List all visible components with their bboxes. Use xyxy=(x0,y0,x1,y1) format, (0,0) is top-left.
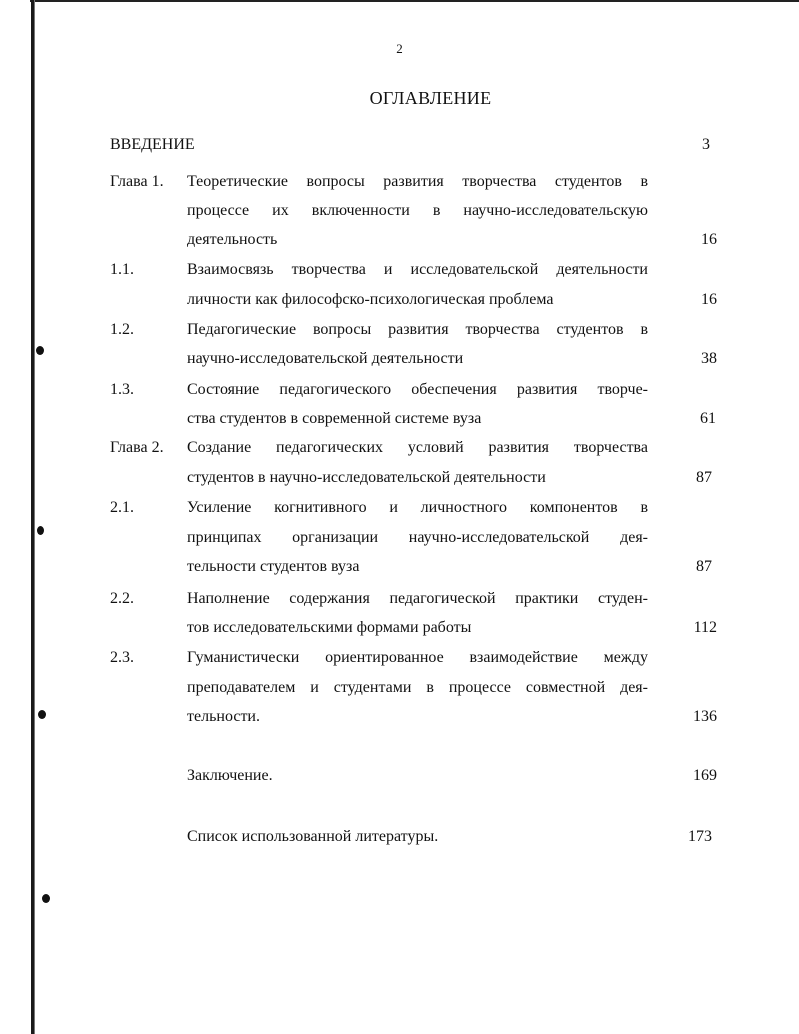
toc-section-2-3-line3: тельности. xyxy=(187,708,260,725)
toc-section-number: 1.2. xyxy=(110,321,134,338)
toc-bibliography-label: Список использованной литературы. xyxy=(187,828,439,845)
binding-hole-mark xyxy=(42,894,50,903)
toc-section-1-2-page: 38 xyxy=(701,350,717,367)
toc-chapter1-page: 16 xyxy=(701,231,717,248)
toc-section-2-1-line3: тельности студентов вуза xyxy=(187,558,360,575)
page-number: 2 xyxy=(396,41,403,56)
toc-section-1-3-page: 61 xyxy=(700,410,716,427)
toc-chapter1-title-line2: процессе их включенности в научно-исследовательскую xyxy=(187,202,648,219)
toc-section-1-1-line1: Взаимосвязь творчества и исследовательской деятельности xyxy=(187,261,648,278)
toc-chapter2-title-line2: студентов в научно-исследовательской деятельности xyxy=(187,469,546,486)
toc-intro-label: ВВЕДЕНИЕ xyxy=(110,136,195,153)
toc-section-1-1-page: 16 xyxy=(701,291,717,308)
toc-section-2-3-line2: преподавателем и студентами в процессе совместной дея- xyxy=(187,679,648,696)
toc-chapter2-page: 87 xyxy=(696,469,712,486)
toc-section-2-1-page: 87 xyxy=(696,558,712,575)
toc-section-1-2-line1: Педагогические вопросы развития творчества студентов в xyxy=(187,321,648,338)
toc-section-2-3-page: 136 xyxy=(693,708,717,725)
binding-hole-mark xyxy=(36,346,44,355)
toc-section-number: 2.1. xyxy=(110,499,134,516)
toc-section-1-3-line2: ства студентов в современной системе вуза xyxy=(187,410,482,427)
toc-section-1-3-line1: Состояние педагогического обеспечения развития творче- xyxy=(187,381,648,398)
toc-chapter2-title-line1: Создание педагогических условий развития творчества xyxy=(187,439,648,456)
scan-edge-top xyxy=(30,0,799,2)
toc-section-number: 2.2. xyxy=(110,590,134,607)
binding-hole-mark xyxy=(38,710,46,719)
toc-chapter1-title-line1: Теоретические вопросы развития творчества студентов в xyxy=(187,173,648,190)
binding-hole-mark xyxy=(37,526,44,535)
toc-chapter1-title-line3: деятельность xyxy=(187,231,278,248)
page-title: ОГЛАВЛЕНИЕ xyxy=(369,88,492,108)
toc-chapter2-label: Глава 2. xyxy=(110,439,164,456)
toc-conclusion-page: 169 xyxy=(693,767,717,784)
scan-edge-left-shadow xyxy=(34,0,35,1034)
toc-intro-page: 3 xyxy=(702,136,710,153)
toc-section-2-2-line2: тов исследовательскими формами работы xyxy=(187,619,472,636)
toc-conclusion-label: Заключение. xyxy=(187,767,273,784)
toc-section-number: 1.3. xyxy=(110,381,134,398)
toc-bibliography-page: 173 xyxy=(688,828,712,845)
toc-section-number: 2.3. xyxy=(110,649,134,666)
toc-chapter1-label: Глава 1. xyxy=(110,173,164,190)
toc-section-2-2-page: 112 xyxy=(693,619,717,636)
toc-section-1-1-line2: личности как философско-психологическая проблема xyxy=(187,291,554,308)
toc-section-number: 1.1. xyxy=(110,261,134,278)
toc-section-1-2-line2: научно-исследовательской деятельности xyxy=(187,350,464,367)
toc-section-2-1-line1: Усиление когнитивного и личностного компонентов в xyxy=(187,499,648,516)
toc-section-2-3-line1: Гуманистически ориентированное взаимодействие между xyxy=(187,649,648,666)
toc-section-2-1-line2: принципах организации научно-исследовательской дея- xyxy=(187,529,648,546)
toc-section-2-2-line1: Наполнение содержания педагогической практики студен- xyxy=(187,590,648,607)
